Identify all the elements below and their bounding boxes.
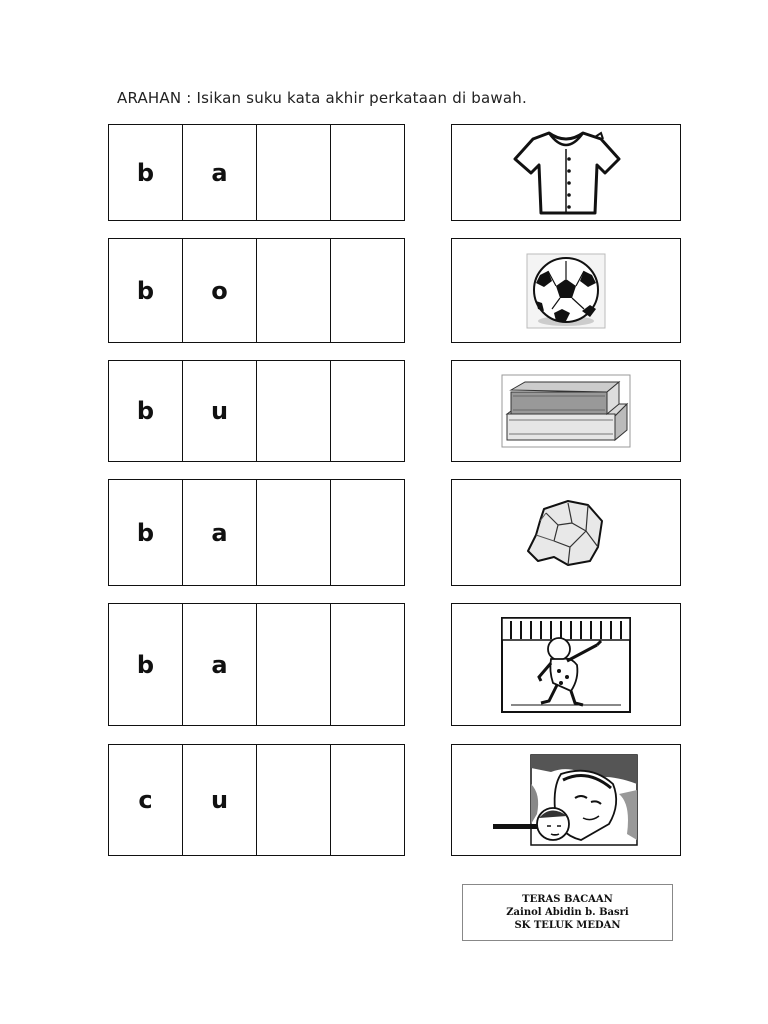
syllable-boxes (108, 238, 405, 343)
credit-author: Zainol Abidin b. Basri (506, 907, 629, 918)
picture-box (451, 360, 681, 462)
blank-cell[interactable] (257, 745, 331, 855)
picture-box (451, 479, 681, 586)
rock-icon (524, 495, 608, 571)
letter-cell: u (183, 361, 257, 461)
blank-cell[interactable] (257, 480, 331, 585)
letter-cell: a (183, 125, 257, 220)
worksheet-row (108, 238, 681, 343)
syllable-boxes (108, 360, 405, 462)
letter-cell: b (109, 125, 183, 220)
letter-cell: b (109, 361, 183, 461)
blank-cell[interactable] (331, 239, 404, 342)
picture-box (451, 124, 681, 221)
credit-box (462, 884, 673, 941)
syllable-boxes (108, 479, 405, 586)
blank-cell[interactable] (331, 361, 404, 461)
worksheet-row (108, 479, 681, 586)
letter-cell: u (183, 745, 257, 855)
blank-cell[interactable] (257, 604, 331, 725)
letter-cell: a (183, 604, 257, 725)
picture-box (451, 238, 681, 343)
worksheet-row (108, 360, 681, 462)
credit-title: TERAS BACAAN (522, 894, 613, 905)
picture-box (451, 744, 681, 856)
worksheet-row (108, 744, 681, 856)
grandchild-icon (491, 754, 641, 846)
syllable-boxes (108, 744, 405, 856)
letter-cell: b (109, 239, 183, 342)
picture-box (451, 603, 681, 726)
letter-cell: a (183, 480, 257, 585)
blank-cell[interactable] (257, 125, 331, 220)
worksheet-row (108, 124, 681, 221)
syllable-boxes (108, 603, 405, 726)
letter-cell: c (109, 745, 183, 855)
blank-cell[interactable] (331, 125, 404, 220)
soccer-ball-icon (526, 253, 606, 329)
shirt-icon (511, 127, 621, 219)
baby-icon (501, 617, 631, 713)
letter-cell: b (109, 604, 183, 725)
blank-cell[interactable] (331, 745, 404, 855)
instruction-text: ARAHAN : Isikan suku kata akhir perkataan di bawah. (117, 89, 527, 107)
letter-cell: o (183, 239, 257, 342)
blank-cell[interactable] (331, 480, 404, 585)
credit-school: SK TELUK MEDAN (514, 920, 621, 931)
worksheet-row (108, 603, 681, 726)
blank-cell[interactable] (257, 361, 331, 461)
syllable-boxes (108, 124, 405, 221)
letter-cell: b (109, 480, 183, 585)
blank-cell[interactable] (331, 604, 404, 725)
blank-cell[interactable] (257, 239, 331, 342)
books-icon (501, 374, 631, 448)
